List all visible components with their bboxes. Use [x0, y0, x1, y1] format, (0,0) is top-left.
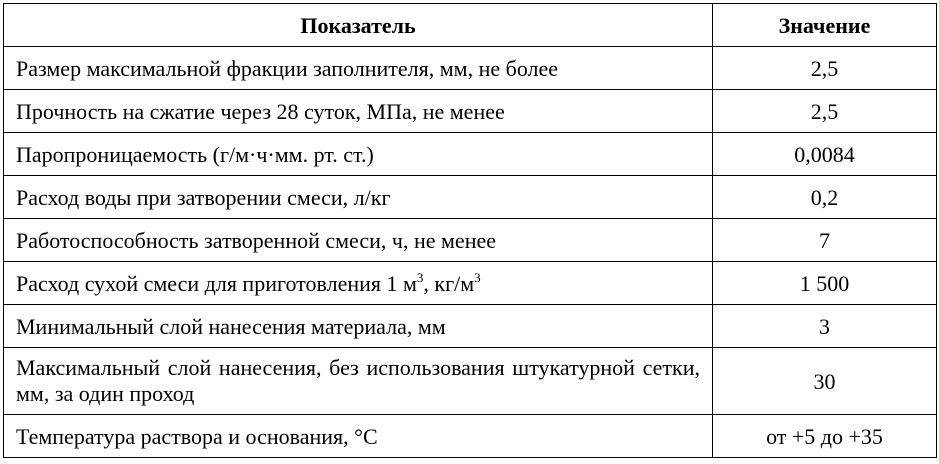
parameter-text-part: Расход сухой смеси для приготовления 1 м [16, 270, 417, 296]
header-value: Значение [713, 4, 937, 47]
parameter-cell: Работоспособность затворенной смеси, ч, не менее [4, 219, 713, 262]
parameter-cell: Размер максимальной фракции заполнителя, мм, не более [4, 47, 713, 90]
table-row [4, 219, 937, 262]
table-row [4, 305, 937, 348]
header-parameter: Показатель [4, 4, 713, 47]
parameter-text-part: , кг/м [423, 270, 475, 296]
value-cell: 2,5 [713, 90, 937, 133]
table-row [4, 47, 937, 90]
parameter-cell: Расход воды при затворении смеси, л/кг [4, 176, 713, 219]
value-cell: 3 [713, 305, 937, 348]
superscript: 3 [416, 269, 424, 285]
parameter-cell: Паропроницаемость (г/м·ч·мм. рт. ст.) [4, 133, 713, 176]
parameter-cell: Прочность на сжатие через 28 суток, МПа, не менее [4, 90, 713, 133]
table-header-row [4, 4, 937, 47]
value-cell: 7 [713, 219, 937, 262]
table-row [4, 133, 937, 176]
value-cell: 0,2 [713, 176, 937, 219]
parameter-cell: Температура раствора и основания, °С [4, 415, 713, 458]
parameter-cell: Максимальный слой нанесения, без использования штукатурной сетки, мм, за один проход [4, 348, 713, 415]
value-cell: 2,5 [713, 47, 937, 90]
value-cell: от +5 до +35 [713, 415, 937, 458]
specifications-table [3, 3, 937, 458]
table-row [4, 176, 937, 219]
table-row [4, 348, 937, 415]
superscript: 3 [474, 269, 481, 285]
table-row [4, 415, 937, 458]
parameter-cell [4, 262, 713, 305]
table-row [4, 90, 937, 133]
value-cell: 1 500 [713, 262, 937, 305]
value-cell: 0,0084 [713, 133, 937, 176]
table-row [4, 262, 937, 305]
value-cell: 30 [713, 348, 937, 415]
parameter-cell: Минимальный слой нанесения материала, мм [4, 305, 713, 348]
